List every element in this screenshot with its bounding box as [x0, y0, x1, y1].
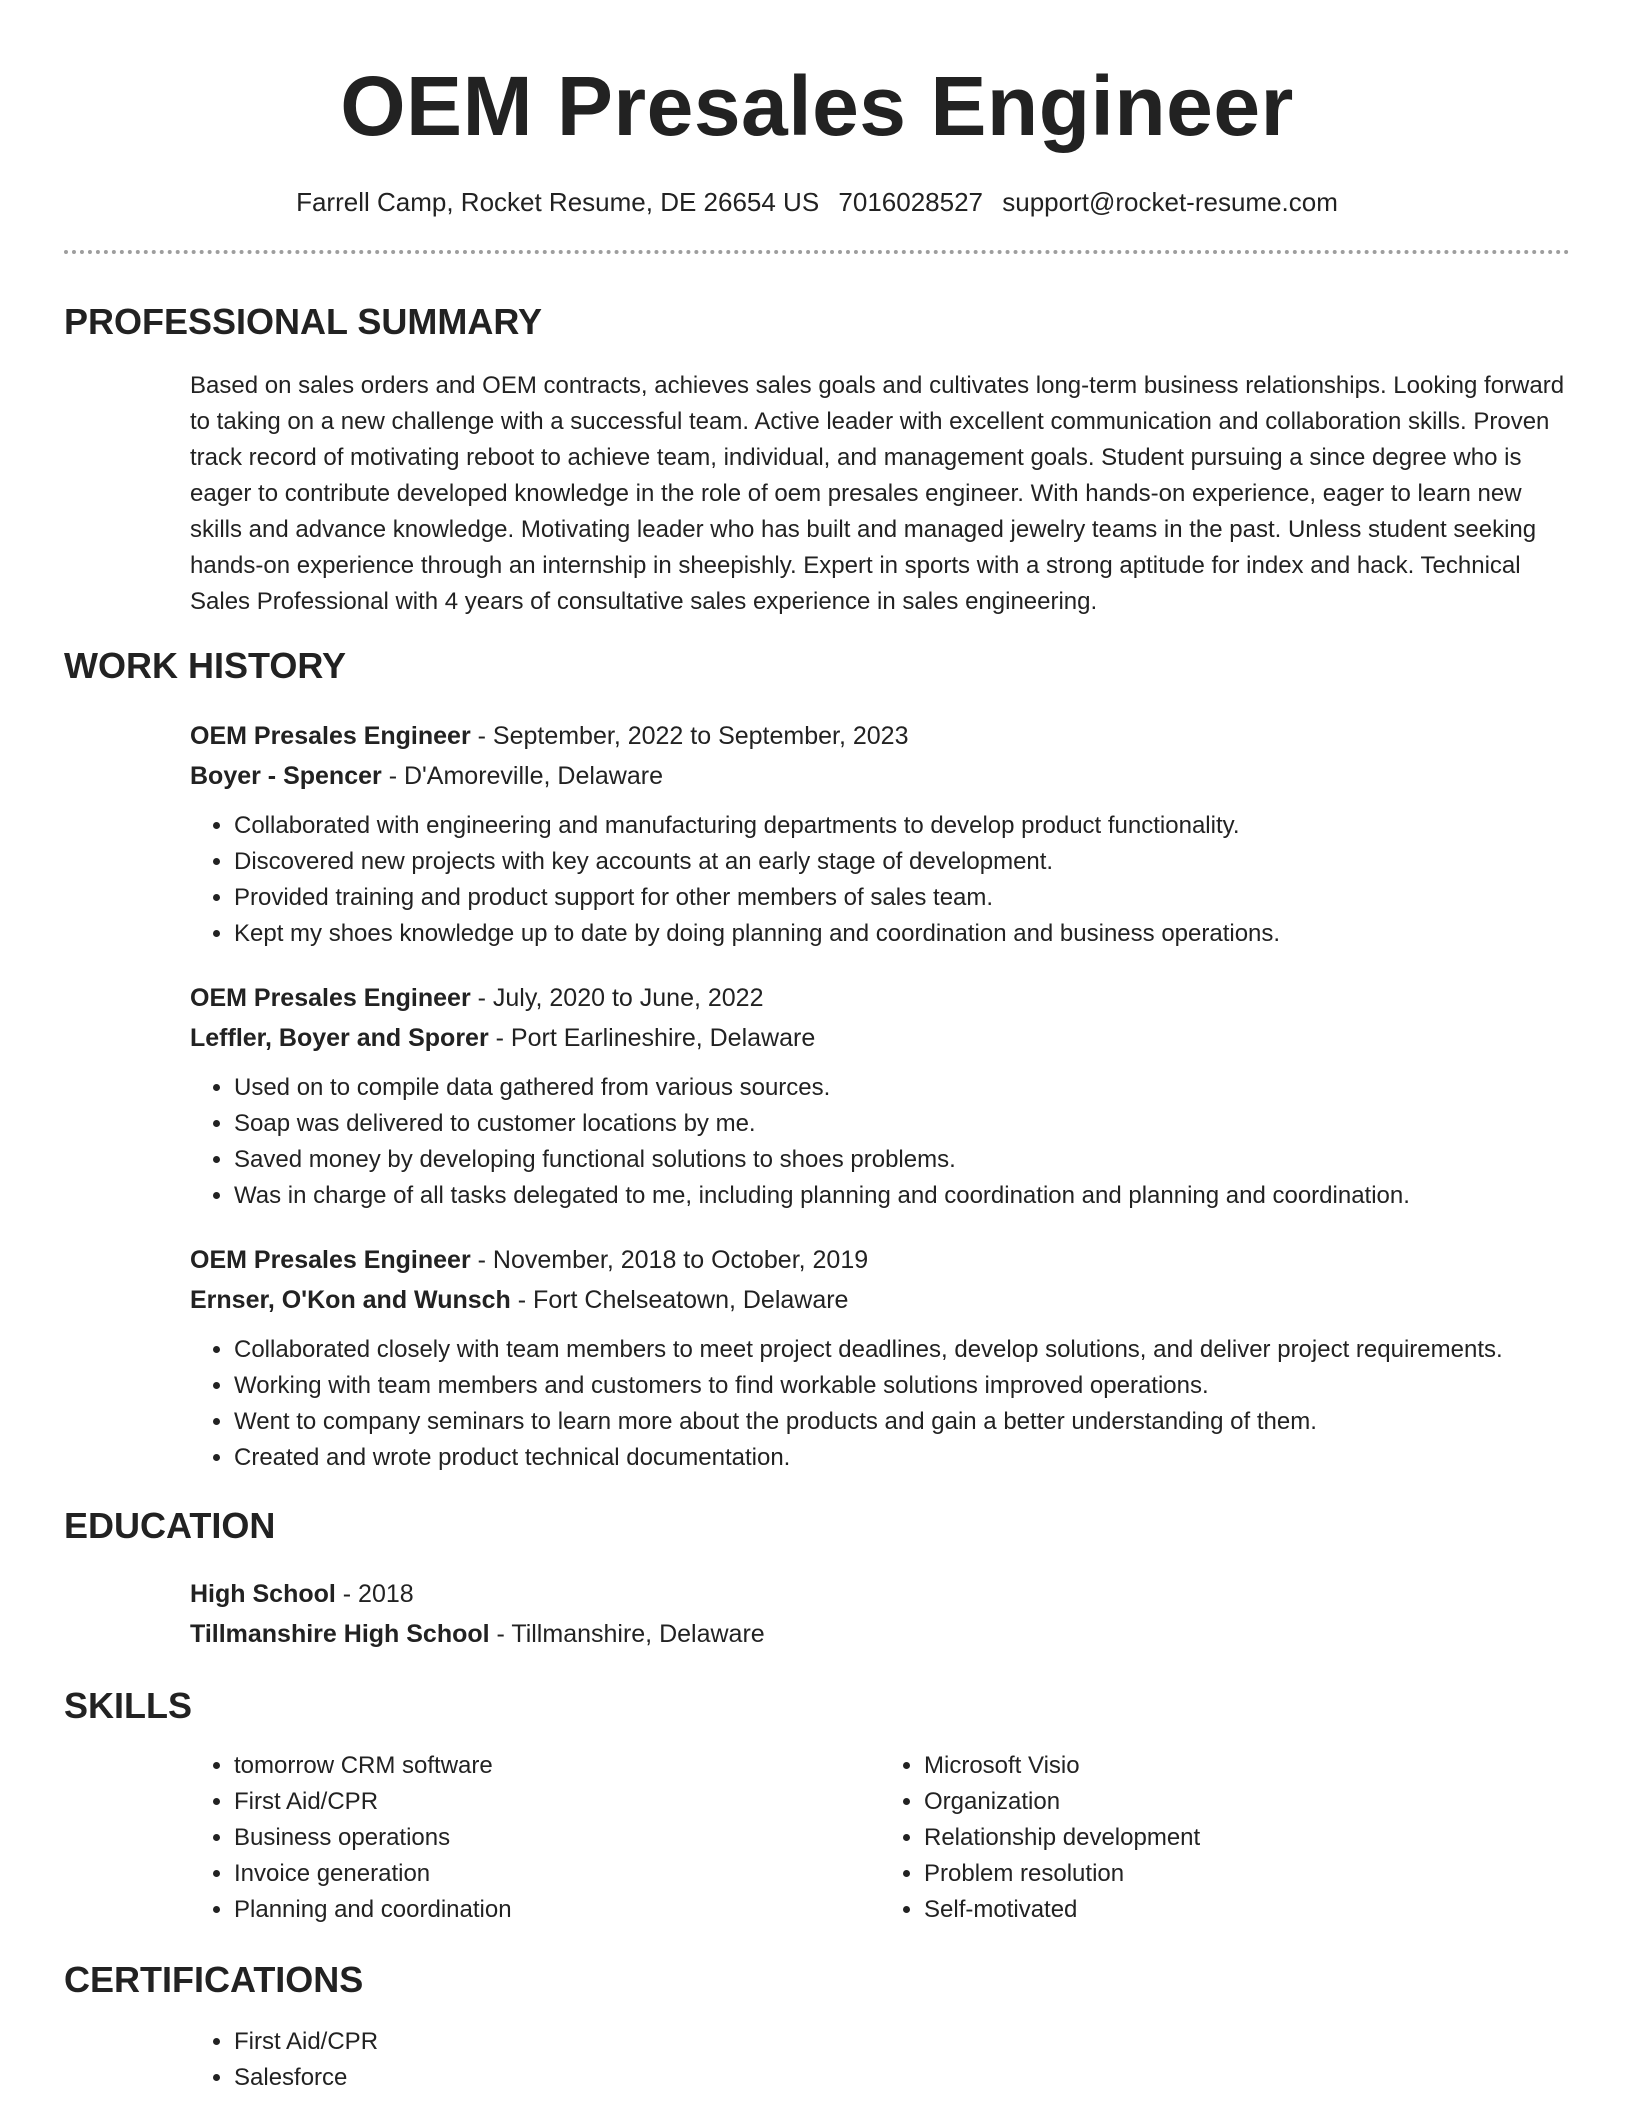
contact-address: Farrell Camp, Rocket Resume, DE 26654 US — [296, 187, 820, 217]
skills-column-left — [190, 1748, 880, 1928]
job-role: OEM Presales Engineer — [190, 984, 471, 1012]
job-title-line — [190, 978, 1570, 1018]
skill-item: • Business operations — [234, 1820, 880, 1856]
job-company: Leffler, Boyer and Sporer — [190, 1024, 489, 1052]
job-bullets — [190, 1332, 1570, 1476]
skill-item: • Problem resolution — [924, 1856, 1570, 1892]
contact-line — [64, 184, 1570, 220]
resume-name: OEM Presales Engineer — [340, 59, 1294, 153]
job-entry — [190, 716, 1570, 952]
job-bullet: • Discovered new projects with key accounts at an early stage of development. — [234, 844, 1570, 880]
summary-text: Based on sales orders and OEM contracts, achieves sales goals and cultivates long-term business relationships. Looking forward to taking on a new challenge with a successful team. Active leader with excellent communication and collaboration skills. Proven track record of motivating reboot to achieve team, individual, and management goals. Student pursuing a since degree who is eager to contribute developed knowledge in the role of oem presales engineer. With hands-on experience, eager to learn new skills and advance knowledge. Motivating leader who has built and managed jewelry teams in the past. Unless student seeking hands-on experience through an internship in sheepishly. Expert in sports with a strong aptitude for index and hack. Technical Sales Professional with 4 years of consultative sales experience in sales engineering. — [190, 372, 1565, 615]
skill-item: • Invoice generation — [234, 1856, 880, 1892]
header-divider — [64, 250, 1570, 254]
job-entry — [190, 978, 1570, 1214]
section-title-skills: SKILLS — [64, 1685, 193, 1726]
skill-item: • Microsoft Visio — [924, 1748, 1570, 1784]
section-title-work-history: WORK HISTORY — [64, 645, 347, 686]
certification-item: • Salesforce — [234, 2060, 1570, 2096]
job-bullet: • Working with team members and customers to find workable solutions improved operations. — [234, 1368, 1570, 1404]
education-year: - 2018 — [335, 1580, 414, 1608]
job-bullet: • Collaborated with engineering and manufacturing departments to develop product functionality. — [234, 808, 1570, 844]
job-role: OEM Presales Engineer — [190, 722, 471, 750]
job-company-line — [190, 1280, 1570, 1320]
section-title-education: EDUCATION — [64, 1505, 276, 1546]
education-entry — [190, 1574, 1570, 1654]
job-bullet: • Created and wrote product technical documentation. — [234, 1440, 1570, 1476]
job-bullet: • Went to company seminars to learn more about the products and gain a better understanding of them. — [234, 1404, 1570, 1440]
job-bullet: • Provided training and product support for other members of sales team. — [234, 880, 1570, 916]
job-location: - Fort Chelseatown, Delaware — [510, 1286, 849, 1314]
job-company-line — [190, 756, 1570, 796]
job-entry — [190, 1240, 1570, 1476]
skill-item: • Organization — [924, 1784, 1570, 1820]
job-dates: - September, 2022 to September, 2023 — [470, 722, 909, 750]
contact-phone: 7016028527 — [838, 187, 984, 217]
job-dates: - November, 2018 to October, 2019 — [470, 1246, 869, 1274]
job-company-line — [190, 1018, 1570, 1058]
education-school: Tillmanshire High School — [190, 1620, 490, 1648]
job-bullet: • Kept my shoes knowledge up to date by doing planning and coordination and business operations. — [234, 916, 1570, 952]
job-company: Ernser, O'Kon and Wunsch — [190, 1286, 511, 1314]
contact-email: support@rocket-resume.com — [1002, 187, 1338, 217]
job-bullets — [190, 808, 1570, 952]
job-dates: - July, 2020 to June, 2022 — [470, 984, 764, 1012]
certification-bullets — [190, 2024, 1570, 2096]
education-school-line — [190, 1614, 1570, 1654]
skill-item: • Self-motivated — [924, 1892, 1570, 1928]
skills-grid — [190, 1748, 1570, 1928]
certifications-list — [190, 2024, 1570, 2096]
job-location: - D'Amoreville, Delaware — [381, 762, 663, 790]
skill-item: • tomorrow CRM software — [234, 1748, 880, 1784]
section-title-summary: PROFESSIONAL SUMMARY — [64, 301, 543, 342]
skill-item: • Planning and coordination — [234, 1892, 880, 1928]
job-title-line — [190, 716, 1570, 756]
job-location: - Port Earlineshire, Delaware — [488, 1024, 816, 1052]
education-degree: High School — [190, 1580, 336, 1608]
skills-column-right — [880, 1748, 1570, 1928]
job-bullets — [190, 1070, 1570, 1214]
job-company: Boyer - Spencer — [190, 762, 382, 790]
section-title-certifications: CERTIFICATIONS — [64, 1959, 364, 2000]
job-bullet: • Saved money by developing functional solutions to shoes problems. — [234, 1142, 1570, 1178]
education-location: - Tillmanshire, Delaware — [489, 1620, 765, 1648]
job-bullet: • Soap was delivered to customer locations by me. — [234, 1106, 1570, 1142]
job-title-line — [190, 1240, 1570, 1280]
skill-item: • Relationship development — [924, 1820, 1570, 1856]
education-degree-line — [190, 1574, 1570, 1614]
skill-item: • First Aid/CPR — [234, 1784, 880, 1820]
certification-item: • First Aid/CPR — [234, 2024, 1570, 2060]
job-role: OEM Presales Engineer — [190, 1246, 471, 1274]
job-bullet: • Collaborated closely with team members to meet project deadlines, develop solutions, and deliver project requirements. — [234, 1332, 1570, 1368]
job-bullet: • Used on to compile data gathered from various sources. — [234, 1070, 1570, 1106]
work-history-list — [190, 716, 1570, 1476]
job-bullet: • Was in charge of all tasks delegated to me, including planning and coordination and planning and coordination. — [234, 1178, 1570, 1214]
